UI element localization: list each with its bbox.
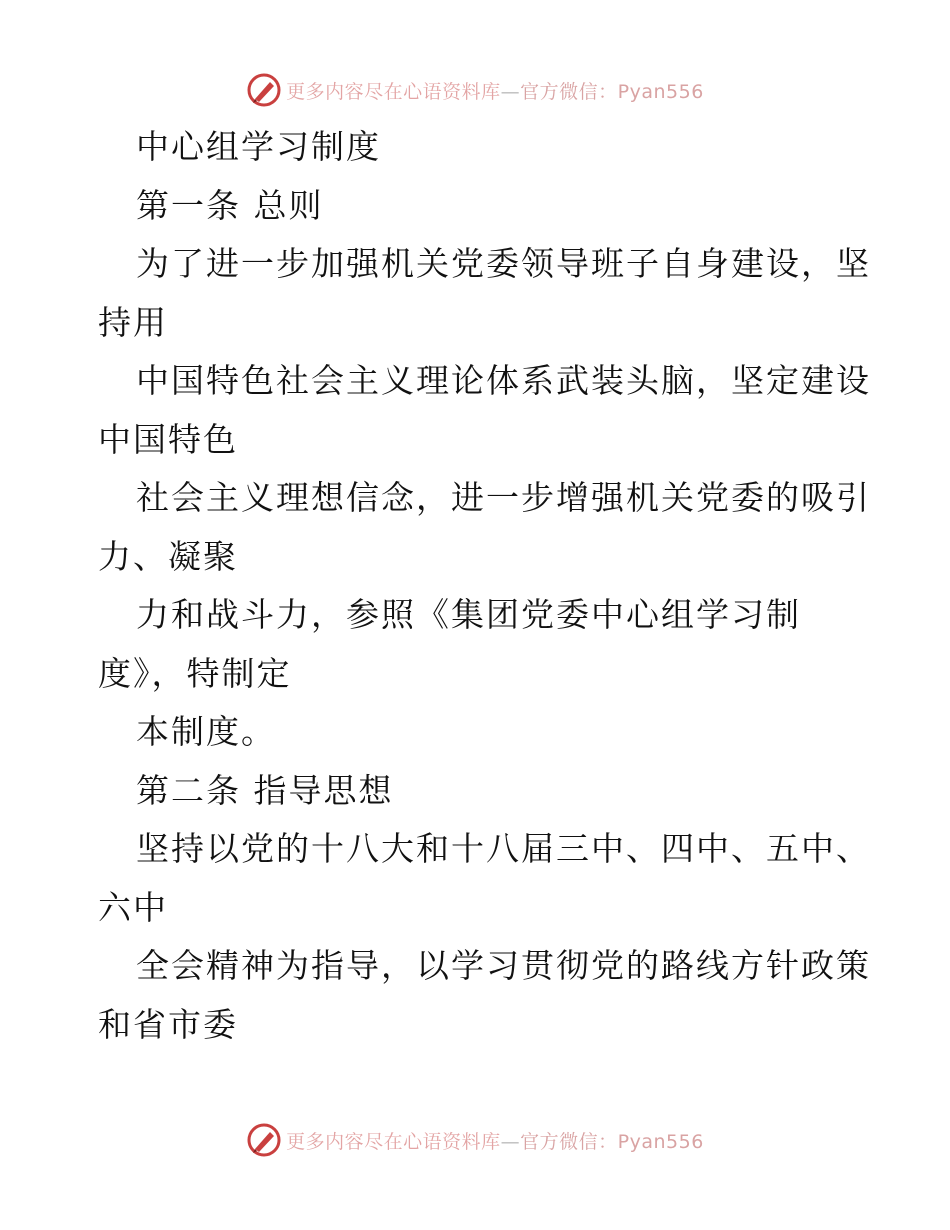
paragraph-line: 力和战斗力，参照《集团党委中心组学习制: [136, 595, 801, 634]
paragraph-line: 力、凝聚: [98, 536, 238, 576]
watermark-handle: 官方微信：Pyan556: [520, 1130, 704, 1153]
document-body: [98, 118, 871, 1054]
paragraph-line: 中国特色社会主义理论体系武装头脑，坚定建设: [136, 361, 871, 400]
paragraph-line: 中国特色: [98, 419, 238, 459]
watermark-separator: —: [500, 80, 521, 103]
watermark-prefix: 更多内容尽在心语资料库: [286, 1130, 501, 1153]
paragraph-line: 社会主义理想信念，进一步增强机关党委的吸引: [136, 478, 871, 517]
watermark-text: [286, 77, 704, 104]
article-heading: 第二条 指导思想: [136, 770, 394, 810]
watermark-text: [286, 1127, 704, 1154]
pen-logo-icon: [246, 1122, 282, 1158]
pen-logo-icon: [246, 72, 282, 108]
watermark-prefix: 更多内容尽在心语资料库: [286, 80, 501, 103]
paragraph-line: 度》，特制定: [98, 653, 292, 693]
paragraph-line: 全会精神为指导，以学习贯彻党的路线方针政策: [136, 946, 871, 985]
paragraph-line: 为了进一步加强机关党委领导班子自身建设，坚: [136, 244, 871, 283]
article-heading: 第一条 总则: [136, 185, 324, 225]
paragraph-line: 和省市委: [98, 1004, 238, 1044]
watermark-separator: —: [500, 1130, 521, 1153]
watermark-footer: [0, 1120, 950, 1160]
paragraph-line: 坚持以党的十八大和十八届三中、四中、五中、: [136, 829, 871, 868]
document-title: 中心组学习制度: [136, 127, 381, 166]
paragraph-line: 六中: [98, 887, 168, 927]
watermark-header: [0, 70, 950, 110]
paragraph-line: 本制度。: [136, 712, 276, 751]
paragraph-line: 持用: [98, 302, 168, 342]
watermark-handle: 官方微信：Pyan556: [520, 80, 704, 103]
